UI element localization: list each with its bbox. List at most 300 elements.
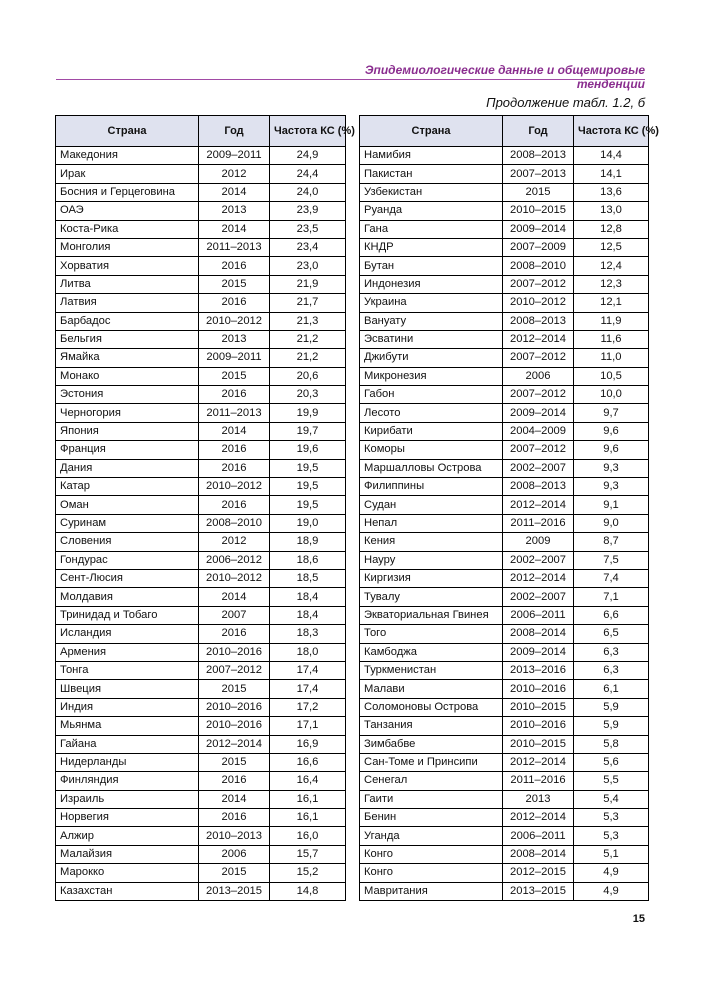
table-row [56, 330, 346, 348]
cell-country: Армения [56, 643, 199, 661]
table-row [56, 772, 346, 790]
cell-country: Барбадос [56, 312, 199, 330]
table-row [360, 202, 649, 220]
cell-year: 2012 [199, 533, 270, 551]
table-row [56, 643, 346, 661]
cell-rate: 13,6 [574, 183, 649, 201]
cell-year: 2006–2012 [199, 551, 270, 569]
cell-rate: 18,6 [270, 551, 346, 569]
table-row [360, 827, 649, 845]
table-row [360, 478, 649, 496]
cell-year: 2010–2012 [199, 569, 270, 587]
cell-country: Зимбабве [360, 735, 503, 753]
table-row [360, 753, 649, 771]
cell-rate: 18,4 [270, 588, 346, 606]
cell-country: Филиппины [360, 478, 503, 496]
cell-rate: 6,1 [574, 680, 649, 698]
cell-rate: 24,0 [270, 183, 346, 201]
table-row [56, 496, 346, 514]
cell-year: 2010–2015 [503, 735, 574, 753]
table-row [56, 312, 346, 330]
page-number: 15 [632, 913, 645, 925]
cell-country: Марокко [56, 864, 199, 882]
cell-country: Бенин [360, 809, 503, 827]
table-row [360, 845, 649, 863]
cell-year: 2014 [199, 422, 270, 440]
cell-rate: 15,7 [270, 845, 346, 863]
cell-rate: 17,4 [270, 680, 346, 698]
cell-year: 2008–2010 [199, 514, 270, 532]
table-row [360, 882, 649, 900]
cell-country: Швеция [56, 680, 199, 698]
table-row [360, 735, 649, 753]
table-row [360, 625, 649, 643]
table-row [56, 422, 346, 440]
cell-rate: 23,5 [270, 220, 346, 238]
cell-country: Руанда [360, 202, 503, 220]
cell-rate: 18,3 [270, 625, 346, 643]
cell-year: 2014 [199, 183, 270, 201]
cell-rate: 5,3 [574, 809, 649, 827]
cell-year: 2006–2011 [503, 606, 574, 624]
table-row [56, 625, 346, 643]
cell-rate: 8,7 [574, 533, 649, 551]
cell-year: 2011–2013 [199, 404, 270, 422]
cell-rate: 21,2 [270, 349, 346, 367]
cell-year: 2012–2014 [199, 735, 270, 753]
cell-country: Эстония [56, 386, 199, 404]
cell-rate: 12,3 [574, 275, 649, 293]
cell-rate: 7,1 [574, 588, 649, 606]
cell-country: Катар [56, 478, 199, 496]
table-row [56, 790, 346, 808]
cell-year: 2016 [199, 294, 270, 312]
cell-rate: 12,5 [574, 238, 649, 256]
cell-rate: 5,1 [574, 845, 649, 863]
cell-year: 2015 [199, 753, 270, 771]
cell-country: Гайана [56, 735, 199, 753]
table-row [360, 551, 649, 569]
cell-rate: 23,4 [270, 238, 346, 256]
table-row [56, 404, 346, 422]
table-row [56, 753, 346, 771]
table-row [360, 809, 649, 827]
cell-rate: 5,4 [574, 790, 649, 808]
table-row [56, 661, 346, 679]
cell-rate: 9,6 [574, 422, 649, 440]
cell-country: Уганда [360, 827, 503, 845]
cell-country: Монголия [56, 238, 199, 256]
cell-year: 2015 [199, 275, 270, 293]
cell-country: Норвегия [56, 809, 199, 827]
cell-year: 2010–2012 [199, 312, 270, 330]
table-row [360, 864, 649, 882]
table-row [56, 827, 346, 845]
cell-rate: 6,3 [574, 661, 649, 679]
cell-country: Киргизия [360, 569, 503, 587]
table-row [360, 257, 649, 275]
cell-year: 2016 [199, 386, 270, 404]
cell-rate: 6,5 [574, 625, 649, 643]
cell-rate: 14,8 [270, 882, 346, 900]
cell-rate: 17,4 [270, 661, 346, 679]
table-row [56, 514, 346, 532]
cell-rate: 12,8 [574, 220, 649, 238]
cell-country: Маршалловы Острова [360, 459, 503, 477]
cell-rate: 14,4 [574, 147, 649, 165]
table-row [56, 165, 346, 183]
cell-rate: 14,1 [574, 165, 649, 183]
cell-year: 2010–2016 [199, 643, 270, 661]
cell-country: Литва [56, 275, 199, 293]
table-row [360, 643, 649, 661]
cell-rate: 20,6 [270, 367, 346, 385]
cell-country: Туркменистан [360, 661, 503, 679]
cell-year: 2006 [503, 367, 574, 385]
cell-rate: 11,0 [574, 349, 649, 367]
cell-country: Украина [360, 294, 503, 312]
table-row [360, 661, 649, 679]
cell-year: 2002–2007 [503, 551, 574, 569]
cell-rate: 9,3 [574, 459, 649, 477]
cell-rate: 16,6 [270, 753, 346, 771]
cell-rate: 17,2 [270, 698, 346, 716]
cell-country: Микронезия [360, 367, 503, 385]
data-table-left [55, 115, 355, 901]
cell-year: 2008–2013 [503, 478, 574, 496]
cell-country: Эсватини [360, 330, 503, 348]
cell-year: 2012–2014 [503, 569, 574, 587]
cell-rate: 23,9 [270, 202, 346, 220]
cell-country: Индонезия [360, 275, 503, 293]
table-row [360, 367, 649, 385]
cell-year: 2010–2012 [199, 478, 270, 496]
cell-year: 2008–2010 [503, 257, 574, 275]
table-row [56, 349, 346, 367]
table-header-row [360, 116, 649, 147]
cell-rate: 16,1 [270, 809, 346, 827]
cell-country: Судан [360, 496, 503, 514]
cell-country: Исландия [56, 625, 199, 643]
cell-country: Алжир [56, 827, 199, 845]
cell-rate: 9,0 [574, 514, 649, 532]
cell-year: 2011–2016 [503, 772, 574, 790]
cell-year: 2009–2011 [199, 147, 270, 165]
cell-year: 2007–2012 [199, 661, 270, 679]
table-row [360, 588, 649, 606]
cell-rate: 19,7 [270, 422, 346, 440]
table-row [56, 845, 346, 863]
cell-country: Сан-Томе и Принсипи [360, 753, 503, 771]
table-row [360, 680, 649, 698]
cell-country: Казахстан [56, 882, 199, 900]
cell-year: 2007–2013 [503, 165, 574, 183]
cell-rate: 19,5 [270, 478, 346, 496]
cell-year: 2008–2013 [503, 312, 574, 330]
table-row [56, 588, 346, 606]
cell-country: Гана [360, 220, 503, 238]
table-row [56, 257, 346, 275]
cell-country: Конго [360, 845, 503, 863]
cell-year: 2011–2013 [199, 238, 270, 256]
cell-rate: 19,0 [270, 514, 346, 532]
cell-rate: 24,9 [270, 147, 346, 165]
header-divider [56, 79, 645, 80]
cell-country: Черногория [56, 404, 199, 422]
cell-rate: 5,5 [574, 772, 649, 790]
cell-year: 2012–2014 [503, 330, 574, 348]
cell-year: 2013 [503, 790, 574, 808]
cell-country: КНДР [360, 238, 503, 256]
table-row [56, 202, 346, 220]
cell-rate: 18,5 [270, 569, 346, 587]
table-row [360, 312, 649, 330]
cell-rate: 19,5 [270, 496, 346, 514]
cell-country: Оман [56, 496, 199, 514]
cell-country: Экваториальная Гвинея [360, 606, 503, 624]
cell-year: 2012–2015 [503, 864, 574, 882]
cell-country: Мавритания [360, 882, 503, 900]
column-header-country: Страна [56, 116, 199, 147]
cell-rate: 16,0 [270, 827, 346, 845]
table-row [56, 294, 346, 312]
cell-rate: 5,6 [574, 753, 649, 771]
table-row [56, 386, 346, 404]
table-row [360, 496, 649, 514]
cell-year: 2015 [503, 183, 574, 201]
cell-year: 2016 [199, 772, 270, 790]
cell-year: 2016 [199, 459, 270, 477]
table-row [360, 294, 649, 312]
table-row [360, 147, 649, 165]
cell-year: 2007–2012 [503, 349, 574, 367]
cell-year: 2010–2016 [503, 717, 574, 735]
cell-country: Сент-Люсия [56, 569, 199, 587]
cell-country: Того [360, 625, 503, 643]
cell-rate: 10,0 [574, 386, 649, 404]
cell-year: 2012–2014 [503, 496, 574, 514]
cell-year: 2009–2014 [503, 404, 574, 422]
cell-rate: 13,0 [574, 202, 649, 220]
table-row [360, 275, 649, 293]
cell-year: 2012–2014 [503, 809, 574, 827]
cell-country: Франция [56, 441, 199, 459]
cell-country: Танзания [360, 717, 503, 735]
cell-rate: 11,6 [574, 330, 649, 348]
cell-year: 2015 [199, 864, 270, 882]
cell-country: Бутан [360, 257, 503, 275]
table-row [360, 183, 649, 201]
cell-year: 2002–2007 [503, 588, 574, 606]
cell-country: Дания [56, 459, 199, 477]
cell-country: Камбоджа [360, 643, 503, 661]
table-row [56, 478, 346, 496]
cell-year: 2004–2009 [503, 422, 574, 440]
cell-rate: 16,1 [270, 790, 346, 808]
cell-year: 2010–2015 [503, 202, 574, 220]
cell-rate: 15,2 [270, 864, 346, 882]
cell-year: 2015 [199, 680, 270, 698]
cell-country: Ямайка [56, 349, 199, 367]
cell-year: 2009 [503, 533, 574, 551]
cell-year: 2002–2007 [503, 459, 574, 477]
column-header-year: Год [503, 116, 574, 147]
cell-rate: 16,4 [270, 772, 346, 790]
table-row [56, 367, 346, 385]
cell-country: Узбекистан [360, 183, 503, 201]
cell-year: 2007–2009 [503, 238, 574, 256]
table-row [56, 551, 346, 569]
cell-year: 2007–2012 [503, 441, 574, 459]
cell-country: Непал [360, 514, 503, 532]
table-row [56, 459, 346, 477]
cell-rate: 4,9 [574, 864, 649, 882]
table-row [360, 790, 649, 808]
cell-year: 2010–2016 [503, 680, 574, 698]
column-header-rate: Частота КС (%) [574, 116, 649, 147]
cell-rate: 9,3 [574, 478, 649, 496]
cell-country: Кения [360, 533, 503, 551]
cell-rate: 21,7 [270, 294, 346, 312]
cell-country: Финляндия [56, 772, 199, 790]
table-row [56, 698, 346, 716]
cell-year: 2006–2011 [503, 827, 574, 845]
cell-country: Мьянма [56, 717, 199, 735]
cell-year: 2016 [199, 257, 270, 275]
cell-year: 2015 [199, 367, 270, 385]
cell-country: Лесото [360, 404, 503, 422]
cell-year: 2007–2012 [503, 386, 574, 404]
table-row [56, 275, 346, 293]
table-row [360, 514, 649, 532]
cell-country: Ирак [56, 165, 199, 183]
cell-rate: 21,9 [270, 275, 346, 293]
cell-country: Коморы [360, 441, 503, 459]
table-row [56, 569, 346, 587]
table-row [360, 569, 649, 587]
cell-year: 2010–2013 [199, 827, 270, 845]
cell-year: 2013–2015 [199, 882, 270, 900]
column-header-year: Год [199, 116, 270, 147]
cell-country: Бельгия [56, 330, 199, 348]
table-row [360, 717, 649, 735]
cell-year: 2006 [199, 845, 270, 863]
cell-year: 2016 [199, 809, 270, 827]
cell-country: Суринам [56, 514, 199, 532]
cell-country: Габон [360, 386, 503, 404]
table-row [56, 809, 346, 827]
cell-year: 2009–2011 [199, 349, 270, 367]
cell-country: Латвия [56, 294, 199, 312]
cell-country: Конго [360, 864, 503, 882]
cell-rate: 6,6 [574, 606, 649, 624]
cell-year: 2009–2014 [503, 643, 574, 661]
cell-country: Япония [56, 422, 199, 440]
cell-rate: 23,0 [270, 257, 346, 275]
cell-rate: 12,1 [574, 294, 649, 312]
cell-rate: 19,9 [270, 404, 346, 422]
cell-rate: 9,6 [574, 441, 649, 459]
table-row [360, 330, 649, 348]
cell-rate: 18,0 [270, 643, 346, 661]
cell-year: 2009–2014 [503, 220, 574, 238]
cell-year: 2007 [199, 606, 270, 624]
table-row [360, 349, 649, 367]
table-row [360, 386, 649, 404]
cell-country: Словения [56, 533, 199, 551]
cell-rate: 21,2 [270, 330, 346, 348]
cell-country: Джибути [360, 349, 503, 367]
cell-country: Нидерланды [56, 753, 199, 771]
cell-country: Монако [56, 367, 199, 385]
cell-country: Вануату [360, 312, 503, 330]
cell-country: Пакистан [360, 165, 503, 183]
running-title: Эпидемиологические данные и общемировые тенденции [364, 63, 645, 91]
cell-year: 2013–2015 [503, 882, 574, 900]
cell-country: Босния и Герцеговина [56, 183, 199, 201]
cell-rate: 5,9 [574, 698, 649, 716]
cell-year: 2014 [199, 220, 270, 238]
cell-rate: 7,4 [574, 569, 649, 587]
cell-rate: 12,4 [574, 257, 649, 275]
cell-country: Молдавия [56, 588, 199, 606]
table-row [56, 735, 346, 753]
cell-year: 2008–2013 [503, 147, 574, 165]
cell-country: Тонга [56, 661, 199, 679]
cell-rate: 11,9 [574, 312, 649, 330]
cell-country: Сенегал [360, 772, 503, 790]
cell-rate: 16,9 [270, 735, 346, 753]
cell-rate: 21,3 [270, 312, 346, 330]
cell-year: 2007–2012 [503, 275, 574, 293]
cell-year: 2010–2015 [503, 698, 574, 716]
cell-year: 2016 [199, 441, 270, 459]
cell-rate: 20,3 [270, 386, 346, 404]
table-row [360, 404, 649, 422]
cell-year: 2014 [199, 588, 270, 606]
table-row [56, 238, 346, 256]
cell-year: 2010–2016 [199, 698, 270, 716]
table-row [360, 441, 649, 459]
table-continuation-caption: Продолжение табл. 1.2, б [486, 95, 645, 110]
cell-year: 2013–2016 [503, 661, 574, 679]
table-row [56, 441, 346, 459]
table-header-row [56, 116, 346, 147]
cell-year: 2013 [199, 330, 270, 348]
cell-rate: 9,7 [574, 404, 649, 422]
cell-country: Тринидад и Тобаго [56, 606, 199, 624]
table-row [360, 165, 649, 183]
cell-rate: 6,3 [574, 643, 649, 661]
cell-rate: 10,5 [574, 367, 649, 385]
cell-rate: 4,9 [574, 882, 649, 900]
cell-year: 2012–2014 [503, 753, 574, 771]
cell-country: Намибия [360, 147, 503, 165]
cell-country: Кирибати [360, 422, 503, 440]
cell-country: Коста-Рика [56, 220, 199, 238]
cell-country: ОАЭ [56, 202, 199, 220]
column-header-country: Страна [360, 116, 503, 147]
table-row [56, 680, 346, 698]
cell-rate: 18,9 [270, 533, 346, 551]
cell-rate: 17,1 [270, 717, 346, 735]
cell-year: 2014 [199, 790, 270, 808]
cell-country: Малайзия [56, 845, 199, 863]
cell-rate: 5,3 [574, 827, 649, 845]
cell-rate: 5,9 [574, 717, 649, 735]
cell-country: Македония [56, 147, 199, 165]
table-row [360, 238, 649, 256]
